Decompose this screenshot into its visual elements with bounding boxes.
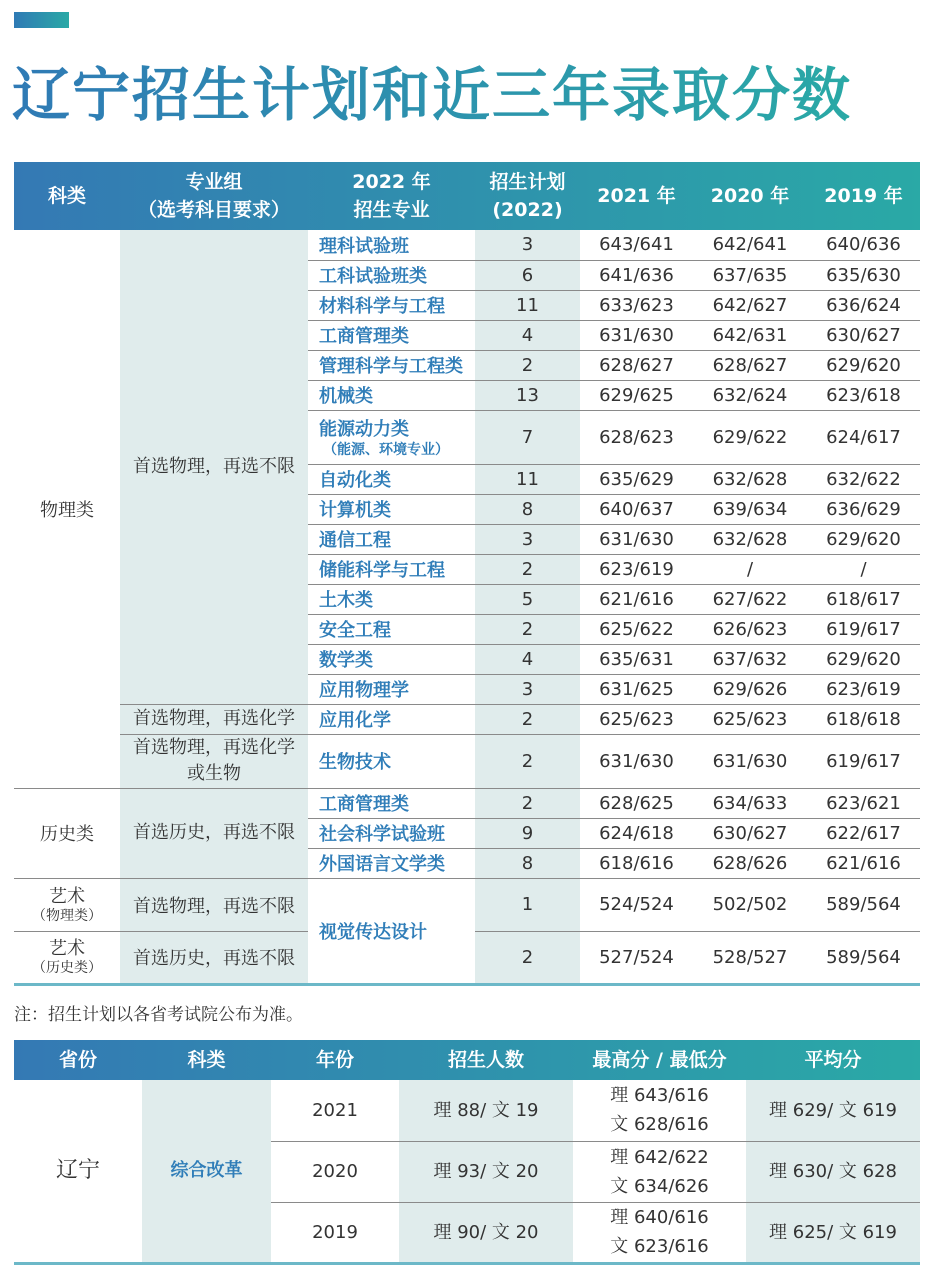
header-2019: 2019 年 [824, 185, 903, 207]
header-plan [475, 162, 580, 230]
header-group-label: 专业组 [185, 171, 243, 193]
high-low-cell [573, 1141, 746, 1202]
plan-cell: 2 [475, 734, 580, 788]
score-2021: 625/622 [580, 614, 693, 644]
major-cell [308, 260, 475, 290]
admission-scores-body [14, 230, 920, 984]
header-2021: 2021 年 [597, 185, 676, 207]
category-cell: 物理类 [14, 230, 120, 788]
score-2019: 635/630 [807, 260, 920, 290]
score-2021: 624/618 [580, 818, 693, 848]
score-2019: 618/617 [807, 584, 920, 614]
plan-cell: 8 [475, 494, 580, 524]
score-2020: 629/622 [693, 410, 807, 464]
plan-cell: 4 [475, 320, 580, 350]
major-cell [308, 350, 475, 380]
score-2020: 628/626 [693, 848, 807, 878]
requirement-text: 首选历史，再选不限 [133, 822, 295, 843]
score-2019: 623/619 [807, 674, 920, 704]
major-name: 安全工程 [319, 620, 391, 641]
header-2020: 2020 年 [710, 185, 790, 207]
score-2019: / [807, 554, 920, 584]
count-cell: 理 93/ 文 20 [399, 1141, 573, 1202]
page-title: 辽宁招生计划和近三年录取分数 [12, 48, 852, 132]
major-name: 材料科学与工程 [319, 296, 445, 317]
major-cell [308, 230, 475, 260]
score-2019: 636/624 [807, 290, 920, 320]
plan-cell: 11 [475, 290, 580, 320]
score-2020: 630/627 [693, 818, 807, 848]
header-high-low: 最高分 / 最低分 [592, 1049, 727, 1071]
major-name: 外国语言文学类 [319, 854, 445, 875]
major-name: 数学类 [319, 650, 373, 671]
major-name: 管理科学与工程类 [319, 356, 463, 377]
score-2021: 618/616 [580, 848, 693, 878]
plan-cell: 2 [475, 554, 580, 584]
major-name: 社会科学试验班 [319, 824, 445, 845]
score-2019: 632/622 [807, 464, 920, 494]
major-cell [308, 494, 475, 524]
requirement-text: 首选物理，再选化学或生物 [133, 737, 295, 784]
score-2020: 631/630 [693, 734, 807, 788]
score-2020: 639/634 [693, 494, 807, 524]
table-row [14, 734, 920, 788]
category-cell [14, 931, 120, 984]
major-cell [308, 644, 475, 674]
score-2020: 502/502 [693, 878, 807, 931]
plan-cell: 3 [475, 230, 580, 260]
major-cell [308, 614, 475, 644]
score-2020: 637/632 [693, 644, 807, 674]
major-cell [308, 290, 475, 320]
score-2021: 643/641 [580, 230, 693, 260]
requirement-cell [120, 704, 308, 734]
score-2021: 623/619 [580, 554, 693, 584]
table-row [14, 878, 920, 931]
requirement-cell [120, 788, 308, 878]
year-cell: 2020 [271, 1141, 399, 1202]
score-2019: 618/618 [807, 704, 920, 734]
plan-cell: 9 [475, 818, 580, 848]
score-2021: 621/616 [580, 584, 693, 614]
category-sub: （历史类） [32, 960, 102, 976]
table-row [14, 788, 920, 818]
category-sub: （物理类） [32, 907, 102, 924]
score-2021: 635/631 [580, 644, 693, 674]
score-2020: 642/641 [693, 230, 807, 260]
header-province: 省份 [58, 1049, 97, 1071]
score-2019: 619/617 [807, 734, 920, 788]
major-name: 通信工程 [319, 530, 391, 551]
major-name: 生物技术 [319, 752, 391, 773]
major-name: 应用物理学 [319, 680, 409, 701]
header-major [308, 162, 475, 230]
plan-cell: 11 [475, 464, 580, 494]
major-cell [308, 410, 475, 464]
major-name: 理科试验班 [319, 235, 409, 257]
score-2020: 629/626 [693, 674, 807, 704]
header-group [120, 162, 308, 230]
score-2021: 631/630 [580, 734, 693, 788]
year-cell: 2019 [271, 1202, 399, 1263]
major-cell [308, 524, 475, 554]
score-2021: 629/625 [580, 380, 693, 410]
table-row [14, 704, 920, 734]
plan-cell: 2 [475, 704, 580, 734]
score-2019: 589/564 [807, 878, 920, 931]
score-2019: 624/617 [807, 410, 920, 464]
major-name: 储能科学与工程 [319, 560, 445, 581]
score-2021: 527/524 [580, 931, 693, 984]
requirement-cell [120, 230, 308, 704]
header-plan-label: 招生计划 [489, 171, 566, 193]
score-2019: 622/617 [807, 818, 920, 848]
score-2019: 640/636 [807, 230, 920, 260]
plan-cell: 3 [475, 674, 580, 704]
score-2020: / [693, 554, 807, 584]
major-cell [308, 788, 475, 818]
score-2019: 629/620 [807, 350, 920, 380]
major-name: 工商管理类 [319, 794, 409, 815]
title-accent-bar [14, 12, 69, 28]
major-cell [308, 734, 475, 788]
score-2020: 642/631 [693, 320, 807, 350]
plan-cell: 4 [475, 644, 580, 674]
category-name: 艺术 [49, 885, 85, 907]
admission-scores-table [14, 162, 920, 986]
major-name: 土木类 [319, 590, 373, 611]
high-low-wen: 文 634/626 [610, 1175, 709, 1197]
high-low-li: 理 642/622 [610, 1146, 709, 1168]
plan-cell: 3 [475, 524, 580, 554]
header-average: 平均分 [804, 1049, 862, 1071]
score-2019: 619/617 [807, 614, 920, 644]
score-2021: 628/625 [580, 788, 693, 818]
average-cell: 理 625/ 文 619 [746, 1202, 920, 1263]
category-cell [14, 878, 120, 931]
score-2019: 623/621 [807, 788, 920, 818]
major-name: 能源动力类 [319, 419, 409, 440]
major-cell [308, 674, 475, 704]
header-kind: 科类 [187, 1049, 226, 1071]
score-2020: 632/628 [693, 524, 807, 554]
major-cell [308, 818, 475, 848]
major-cell [308, 584, 475, 614]
score-2019: 636/629 [807, 494, 920, 524]
score-2020: 632/624 [693, 380, 807, 410]
major-cell [308, 704, 475, 734]
table-row [14, 230, 920, 260]
major-cell [308, 320, 475, 350]
score-2021: 628/623 [580, 410, 693, 464]
score-2021: 635/629 [580, 464, 693, 494]
major-cell: 视觉传达设计 [308, 878, 475, 984]
province-cell: 辽宁 [14, 1080, 142, 1263]
score-2020: 634/633 [693, 788, 807, 818]
score-2020: 627/622 [693, 584, 807, 614]
major-name: 工商管理类 [319, 326, 409, 347]
requirement-text: 首选物理，再选不限 [133, 455, 295, 477]
major-name: 工科试验班类 [319, 266, 427, 287]
score-2019: 630/627 [807, 320, 920, 350]
score-2020: 626/623 [693, 614, 807, 644]
requirement-cell: 首选物理，再选不限 [120, 878, 308, 931]
score-2019: 621/616 [807, 848, 920, 878]
requirement-cell: 首选历史，再选不限 [120, 931, 308, 984]
requirement-cell [120, 734, 308, 788]
header-major-label: 招生专业 [353, 199, 430, 221]
table-row [14, 1080, 920, 1141]
score-2019: 629/620 [807, 644, 920, 674]
major-cell [308, 464, 475, 494]
historical-summary-table [14, 1040, 920, 1265]
score-2021: 628/627 [580, 350, 693, 380]
header-group-sub: （选考科目要求） [137, 199, 290, 221]
high-low-cell [573, 1080, 746, 1141]
score-2021: 631/630 [580, 320, 693, 350]
score-2020: 628/627 [693, 350, 807, 380]
plan-cell: 2 [475, 788, 580, 818]
high-low-li: 理 643/616 [610, 1085, 709, 1107]
plan-cell: 2 [475, 614, 580, 644]
score-2020: 632/628 [693, 464, 807, 494]
score-2020: 625/623 [693, 704, 807, 734]
score-2019: 629/620 [807, 524, 920, 554]
major-name: 机械类 [319, 386, 373, 407]
major-cell [308, 380, 475, 410]
high-low-li: 理 640/616 [610, 1207, 709, 1228]
score-2021: 625/623 [580, 704, 693, 734]
score-2020: 528/527 [693, 931, 807, 984]
score-2021: 633/623 [580, 290, 693, 320]
major-name: 计算机类 [319, 500, 391, 521]
high-low-wen: 文 628/616 [610, 1114, 709, 1136]
kind-cell: 综合改革 [142, 1080, 271, 1263]
score-2020: 637/635 [693, 260, 807, 290]
plan-cell: 2 [475, 931, 580, 984]
plan-cell: 7 [475, 410, 580, 464]
high-low-cell [573, 1202, 746, 1263]
category-name: 艺术 [49, 938, 85, 959]
score-2021: 524/524 [580, 878, 693, 931]
major-name: 应用化学 [319, 710, 391, 731]
average-cell: 理 629/ 文 619 [746, 1080, 920, 1141]
major-cell [308, 554, 475, 584]
header-count: 招生人数 [447, 1049, 524, 1071]
count-cell: 理 90/ 文 20 [399, 1202, 573, 1263]
score-2021: 640/637 [580, 494, 693, 524]
historical-summary-body [14, 1080, 920, 1263]
major-name: 自动化类 [319, 470, 391, 491]
header-plan-sub: (2022) [492, 199, 563, 221]
footnote: 注：招生计划以各省考试院公布为准。 [14, 1005, 303, 1025]
plan-cell: 13 [475, 380, 580, 410]
requirement-text: 首选物理，再选化学 [133, 708, 295, 729]
score-2019: 589/564 [807, 931, 920, 984]
header-year: 年份 [315, 1049, 354, 1071]
score-2021: 631/630 [580, 524, 693, 554]
score-2021: 631/625 [580, 674, 693, 704]
plan-cell: 6 [475, 260, 580, 290]
score-2021: 641/636 [580, 260, 693, 290]
plan-cell: 5 [475, 584, 580, 614]
score-2019: 623/618 [807, 380, 920, 410]
header-category: 科类 [47, 185, 86, 207]
major-note: （能源、环境专业） [323, 442, 449, 458]
header-major-year: 2022 年 [352, 171, 431, 193]
plan-cell: 1 [475, 878, 580, 931]
average-cell: 理 630/ 文 628 [746, 1141, 920, 1202]
high-low-wen: 文 623/616 [610, 1236, 709, 1257]
score-2020: 642/627 [693, 290, 807, 320]
year-cell: 2021 [271, 1080, 399, 1141]
plan-cell: 8 [475, 848, 580, 878]
category-cell: 历史类 [14, 788, 120, 878]
plan-cell: 2 [475, 350, 580, 380]
major-cell [308, 848, 475, 878]
count-cell: 理 88/ 文 19 [399, 1080, 573, 1141]
